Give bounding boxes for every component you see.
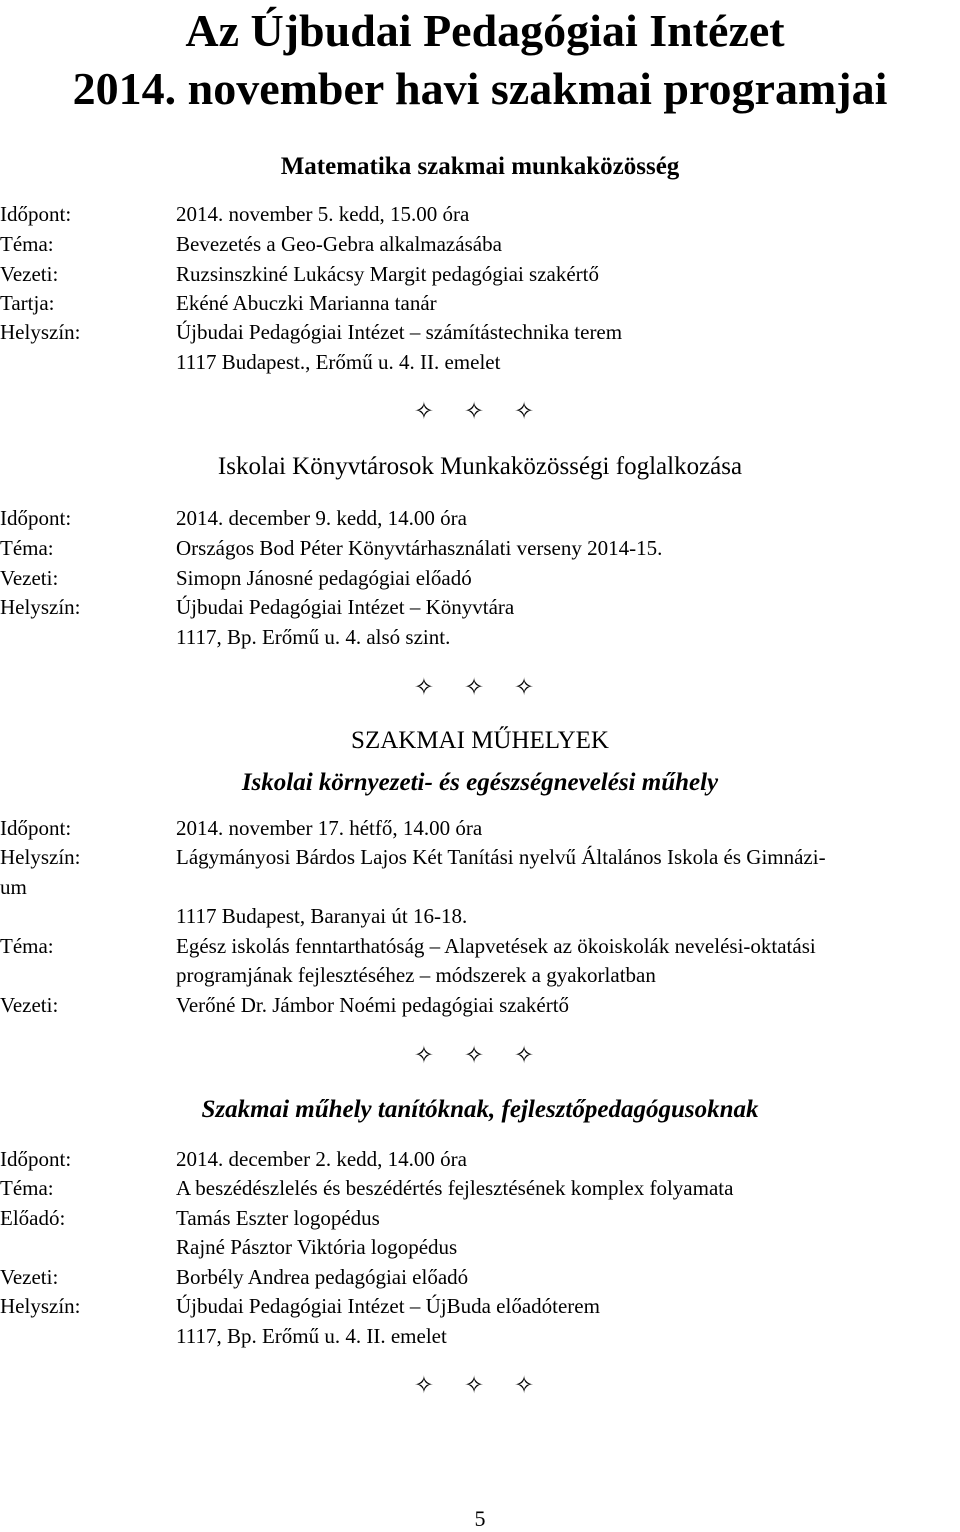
label-tema: Téma: [0, 934, 54, 958]
value-helyszin: Lágymányosi Bárdos Lajos Két Tanítási nyelvű Általános Iskola és Gimnázi- [176, 845, 826, 869]
label-helyszin-wrap: um [0, 875, 27, 899]
label-vezeti: Vezeti: [0, 262, 59, 286]
value-helyszin-address: 1117, Bp. Erőmű u. 4. alsó szint. [176, 625, 451, 649]
label-idopont: Időpont: [0, 506, 72, 530]
value-helyszin: Újbudai Pedagógiai Intézet – számítástechnika terem [176, 320, 623, 344]
label-tartja: Tartja: [0, 291, 55, 315]
label-tema: Téma: [0, 232, 54, 256]
value-idopont: 2014. december 2. kedd, 14.00 óra [176, 1147, 467, 1171]
value-idopont: 2014. november 5. kedd, 15.00 óra [176, 202, 470, 226]
value-idopont: 2014. december 9. kedd, 14.00 óra [176, 506, 467, 530]
value-tartja: Ekéné Abuczki Marianna tanár [176, 291, 437, 315]
label-idopont: Időpont: [0, 202, 72, 226]
label-helyszin: Helyszín: [0, 845, 81, 869]
value-vezeti: Borbély Andrea pedagógiai előadó [176, 1265, 469, 1289]
label-eloado: Előadó: [0, 1206, 66, 1230]
label-helyszin: Helyszín: [0, 320, 81, 344]
label-tema: Téma: [0, 1176, 54, 1200]
section-heading-matematika: Matematika szakmai munkaközösség [280, 153, 680, 180]
page-title-line-2: 2014. november havi szakmai programjai [72, 63, 888, 114]
value-helyszin-address: 1117 Budapest., Erőmű u. 4. II. emelet [176, 350, 501, 374]
separator-ornament: ✧ ✧ ✧ [413, 1373, 547, 1399]
label-idopont: Időpont: [0, 1147, 72, 1171]
section-heading-tanitok-muhely: Szakmai műhely tanítóknak, fejlesztőpedagógusoknak [201, 1096, 759, 1123]
label-helyszin: Helyszín: [0, 1294, 81, 1318]
separator-ornament: ✧ ✧ ✧ [413, 1043, 547, 1069]
value-helyszin-address: 1117 Budapest, Baranyai út 16-18. [176, 904, 468, 928]
value-tema: Egész iskolás fenntarthatóság – Alapvetések az ökoiskolák nevelési-oktatási [176, 934, 816, 958]
value-helyszin: Újbudai Pedagógiai Intézet – ÚjBuda előadóterem [176, 1294, 600, 1318]
page-number: 5 [474, 1506, 486, 1531]
label-vezeti: Vezeti: [0, 1265, 59, 1289]
value-helyszin-address: 1117, Bp. Erőmű u. 4. II. emelet [176, 1324, 447, 1348]
subheading-kornyezeti-muhely: Iskolai környezeti- és egészségnevelési műhely [241, 769, 719, 796]
value-vezeti: Ruzsinszkiné Lukácsy Margit pedagógiai szakértő [176, 262, 599, 286]
value-eloado-2: Rajné Pásztor Viktória logopédus [176, 1235, 458, 1259]
separator-ornament: ✧ ✧ ✧ [413, 675, 547, 701]
label-helyszin: Helyszín: [0, 595, 81, 619]
label-vezeti: Vezeti: [0, 566, 59, 590]
value-eloado-1: Tamás Eszter logopédus [176, 1206, 380, 1230]
label-vezeti: Vezeti: [0, 993, 59, 1017]
section-heading-konyvtarosok: Iskolai Könyvtárosok Munkaközösségi foglalkozása [217, 453, 743, 480]
label-idopont: Időpont: [0, 816, 72, 840]
label-tema: Téma: [0, 536, 54, 560]
section-heading-szakmai-muhelyek: SZAKMAI MŰHELYEK [351, 727, 609, 754]
value-idopont: 2014. november 17. hétfő, 14.00 óra [176, 816, 483, 840]
value-vezeti: Verőné Dr. Jámbor Noémi pedagógiai szakértő [176, 993, 570, 1017]
value-tema: Bevezetés a Geo-Gebra alkalmazásába [176, 232, 502, 256]
value-tema-cont: programjának fejlesztéséhez – módszerek a gyakorlatban [176, 963, 656, 987]
value-helyszin: Újbudai Pedagógiai Intézet – Könyvtára [176, 595, 515, 619]
value-vezeti: Simopn Jánosné pedagógiai előadó [176, 566, 472, 590]
page-title-line-1: Az Újbudai Pedagógiai Intézet [185, 5, 785, 56]
value-tema: Országos Bod Péter Könyvtárhasználati verseny 2014-15. [176, 536, 663, 560]
value-tema: A beszédészlelés és beszédértés fejlesztésének komplex folyamata [176, 1176, 734, 1200]
separator-ornament: ✧ ✧ ✧ [413, 399, 547, 425]
